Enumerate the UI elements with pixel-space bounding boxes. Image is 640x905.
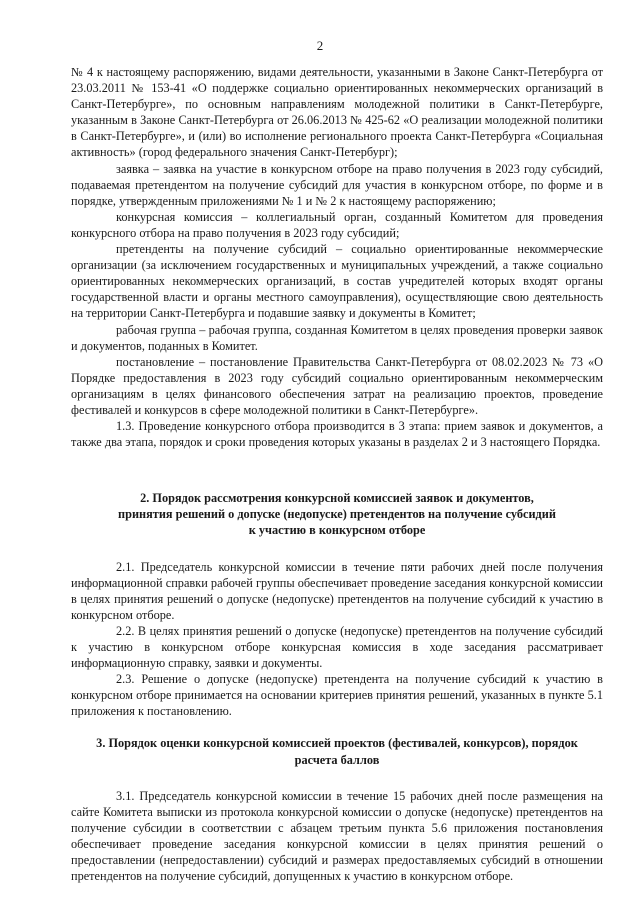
document-body [71, 64, 603, 884]
section-3-heading-line-1: 3. Порядок оценки конкурсной комиссией проектов (фестивалей, конкурсов), порядок [96, 736, 578, 751]
clause-3-1: 3.1. Председатель конкурсной комиссии в течение 15 рабочих дней после размещения на сайте Комитета выписки из протокола конкурсной комиссии о допуске (недопуске) претендентов на получение субсидии в соответствии с абзацем третьим пункта 5.6 приложения постановления обеспечивает проведение заседания конкурсной комиссии в целях принятия решений о предоставлении (непредоставлении) субсидий и размерах предоставляемых субсидий в отношении претендентов на получение субсидий, допущенных к участию в конкурсном отборе. [71, 788, 603, 884]
section-2-heading-line-2: принятия решений о допуске (недопуске) претендентов на получение субсидий [118, 507, 556, 522]
page-number: 2 [316, 38, 324, 53]
definition-commission: конкурсная комиссия – коллегиальный орган, созданный Комитетом для проведения конкурсного отбора на право получения в 2023 году субсидий; [71, 209, 603, 240]
definition-applicants: претенденты на получение субсидий – социально ориентированные некоммерческие организации (за исключением государственных и муниципальных учреждений, а также социально ориентированных некоммерческих организаций, в состав учредителей которых входят органы государственной власти и органы местного самоуправления), осуществляющие свою деятельность на территории Санкт-Петербурга и подавшие заявку и документы в Комитет; [71, 242, 603, 321]
section-3-heading-line-2: расчета баллов [294, 752, 380, 767]
clause-2-3: 2.3. Решение о допуске (недопуске) претендента на получение субсидий к участию в конкурсном отборе принимается на основании критериев принятия решений, указанных в пункте 5.1 приложения к постановлению. [71, 672, 603, 719]
section-2-heading-line-3: к участию в конкурсном отборе [248, 523, 426, 538]
section-2-heading-line-1: 2. Порядок рассмотрения конкурсной комиссией заявок и документов, [140, 491, 534, 506]
paragraph-continuation: № 4 к настоящему распоряжению, видами деятельности, указанными в Законе Санкт-Петербурга от 23.03.2011 № 153-41 «О поддержке социально ориентированных некоммерческих организаций в Санкт-Петербурге», по основным направлениям молодежной политики в Санкт-Петербурге, указанным в Законе Санкт-Петербурга от 26.06.2013 № 425-62 «О реализации молодежной политики в Санкт-Петербурге», и (или) во исполнение регионального проекта Санкт-Петербурга «Социальная активность» (город федерального значения Санкт-Петербург); [71, 65, 603, 160]
definition-application: заявка – заявка на участие в конкурсном отборе на право получения в 2023 году субсидий, подаваемая претендентом на получение субсидий для участия в конкурсном отборе, по форме и в порядке, утвержденным приложениями № 1 и № 2 к настоящему распоряжению; [71, 161, 603, 208]
clause-1-3: 1.3. Проведение конкурсного отбора производится в 3 этапа: прием заявок и документов, а также два этапа, порядок и сроки проведения которых указаны в разделах 2 и 3 настоящего Порядка. [71, 419, 603, 450]
definition-working-group: рабочая группа – рабочая группа, созданная Комитетом в целях проведения проверки заявок и документов, поданных в Комитет. [71, 322, 603, 353]
clause-2-1: 2.1. Председатель конкурсной комиссии в течение пяти рабочих дней после получения информационной справки рабочей группы обеспечивает проведение заседания конкурсной комиссии в целях принятия решений о допуске (недопуске) претендентов на получение субсидий к участию в конкурсном отборе. [71, 559, 603, 622]
definition-resolution: постановление – постановление Правительства Санкт-Петербурга от 08.02.2023 № 73 «О Порядке предоставления в 2023 году субсидий социально ориентированным некоммерческим организациям в целях финансового обеспечения затрат на реализацию проектов, проведение фестивалей и конкурсов в сфере молодежной политики в Санкт-Петербурге». [71, 354, 603, 417]
clause-2-2: 2.2. В целях принятия решений о допуске (недопуске) претендентов на получение субсидий к участию в конкурсном отборе конкурсная комиссия в ходе заседания рассматривает информационную справку, заявки и документы. [71, 623, 603, 671]
